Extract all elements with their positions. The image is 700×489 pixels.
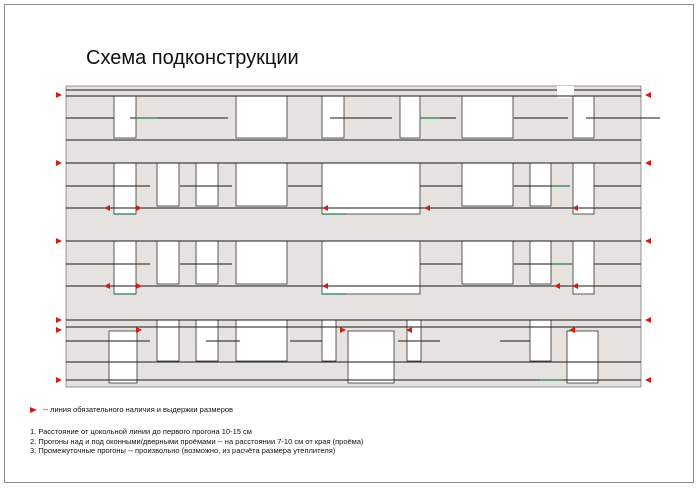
note-item: 1. Расстояние от цокольной линии до первого прогона 10-15 см — [30, 427, 252, 436]
window — [196, 241, 218, 284]
window — [322, 163, 420, 214]
window — [157, 320, 179, 361]
page-title: Схема подконструкции — [86, 47, 299, 69]
window — [114, 96, 136, 138]
window — [322, 96, 344, 138]
note-item: 3. Промежуточные прогоны -- произвольно (возможно, из расчёта размера утеплителя) — [30, 446, 336, 455]
window — [530, 320, 551, 361]
door — [109, 331, 137, 383]
window — [114, 163, 136, 214]
window — [236, 163, 287, 206]
window — [236, 241, 287, 284]
window — [530, 241, 551, 284]
window — [400, 96, 420, 138]
window — [196, 163, 218, 206]
window — [573, 96, 594, 138]
window — [462, 163, 513, 206]
window — [322, 320, 336, 361]
window — [157, 163, 179, 206]
window — [462, 241, 513, 284]
window — [236, 320, 287, 361]
notes-list — [30, 427, 364, 456]
red-triangle-marker-icon — [30, 407, 37, 413]
legend-text: -- линия обязательного наличия и выдержки размеров — [43, 405, 234, 414]
window — [236, 96, 287, 138]
window — [157, 241, 179, 284]
entrance-door — [348, 331, 394, 383]
door — [567, 331, 598, 383]
window — [462, 96, 513, 138]
note-item: 2. Прогоны над и под оконными/дверными проёмами -- на расстоянии 7-10 см от края (проёма) — [30, 436, 364, 446]
legend — [30, 405, 233, 414]
window — [530, 163, 551, 206]
